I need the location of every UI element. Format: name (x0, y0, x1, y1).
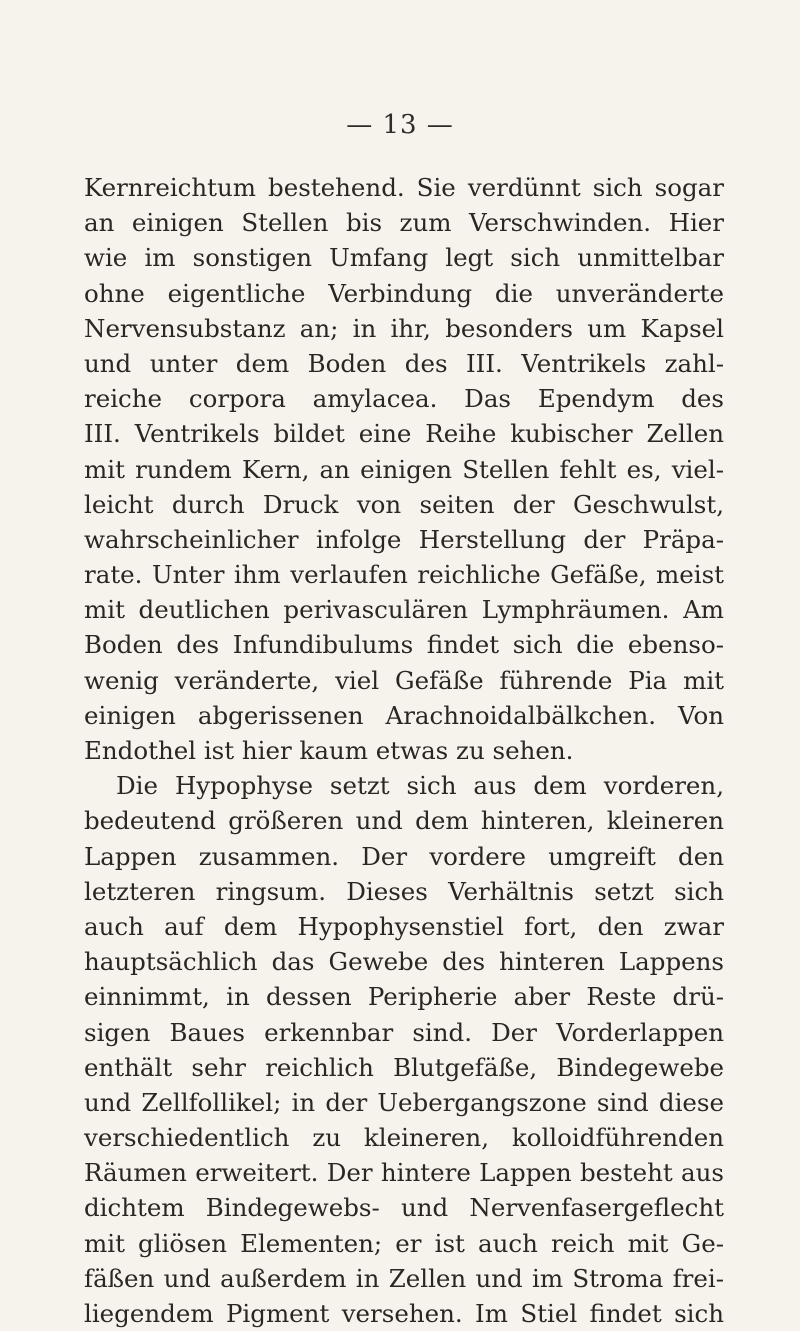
text-line: dichtem Bindegewebs- und Nervenfasergeflecht (84, 1193, 724, 1223)
text-line: an einigen Stellen bis zum Verschwinden. Hier (84, 208, 724, 238)
text-line: hauptsächlich das Gewebe des hinteren Lappens (84, 947, 724, 977)
text-line: Nervensubstanz an; in ihr, besonders um Kapsel (84, 313, 724, 343)
text-line: wenig veränderte, viel Gefäße führende Pia mit (84, 665, 724, 695)
text-line: Lappen zusammen. Der vordere umgreift den (84, 841, 724, 871)
text-line: letzteren ringsum. Dieses Verhältnis setzt sich (84, 876, 724, 906)
text-line: wie im sonstigen Umfang legt sich unmittelbar (84, 243, 724, 273)
text-line: Die Hypophyse setzt sich aus dem vorderen, (116, 771, 724, 801)
text-line: einigen abgerissenen Arachnoidalbälkchen. Von (84, 700, 724, 730)
text-line: bedeutend größeren und dem hinteren, kleineren (84, 806, 724, 836)
text-line: III. Ventrikels bildet eine Reihe kubischer Zellen (84, 419, 724, 449)
text-line: fäßen und außerdem in Zellen und im Stroma frei- (84, 1263, 724, 1293)
text-line: und Zellfollikel; in der Uebergangszone sind diese (84, 1087, 724, 1117)
text-line: ohne eigentliche Verbindung die unveränderte (84, 278, 724, 308)
text-line: Kernreichtum bestehend. Sie verdünnt sich sogar (84, 173, 724, 202)
text-line: verschiedentlich zu kleineren, kolloidführenden (84, 1123, 724, 1153)
text-line: Endothel ist hier kaum etwas zu sehen. (84, 736, 574, 765)
text-line: Räumen erweitert. Der hintere Lappen besteht aus (84, 1158, 724, 1188)
text-line: rate. Unter ihm verlaufen reichliche Gefäße, meist (84, 560, 724, 590)
text-line: reiche corpora amylacea. Das Ependym des (84, 384, 724, 414)
text-line: wahrscheinlicher infolge Herstellung der Präpa- (84, 524, 724, 554)
text-line: liegendem Pigment versehen. Im Stiel findet sich (84, 1299, 724, 1328)
paragraph-2 (84, 768, 724, 1331)
text-line: mit rundem Kern, an einigen Stellen fehlt es, viel- (84, 454, 724, 484)
text-line: mit gliösen Elementen; er ist auch reich mit Ge- (84, 1228, 724, 1258)
page-number: — 13 — (346, 110, 454, 140)
text-line: und unter dem Boden des III. Ventrikels zahl- (84, 348, 724, 378)
paragraph-1 (84, 170, 724, 768)
text-line: enthält sehr reichlich Blutgefäße, Bindegewebe (84, 1052, 724, 1082)
body-text (84, 170, 724, 1331)
text-line: Boden des Infundibulums findet sich die ebenso- (84, 630, 724, 660)
text-line: leicht durch Druck von seiten der Geschwulst, (84, 489, 724, 519)
text-line: mit deutlichen perivasculären Lymphräumen. Am (84, 595, 724, 625)
text-line: auch auf dem Hypophysenstiel fort, den zwar (84, 911, 724, 941)
text-line: einnimmt, in dessen Peripherie aber Reste drü- (84, 982, 724, 1012)
text-line: sigen Baues erkennbar sind. Der Vorderlappen (84, 1017, 724, 1047)
